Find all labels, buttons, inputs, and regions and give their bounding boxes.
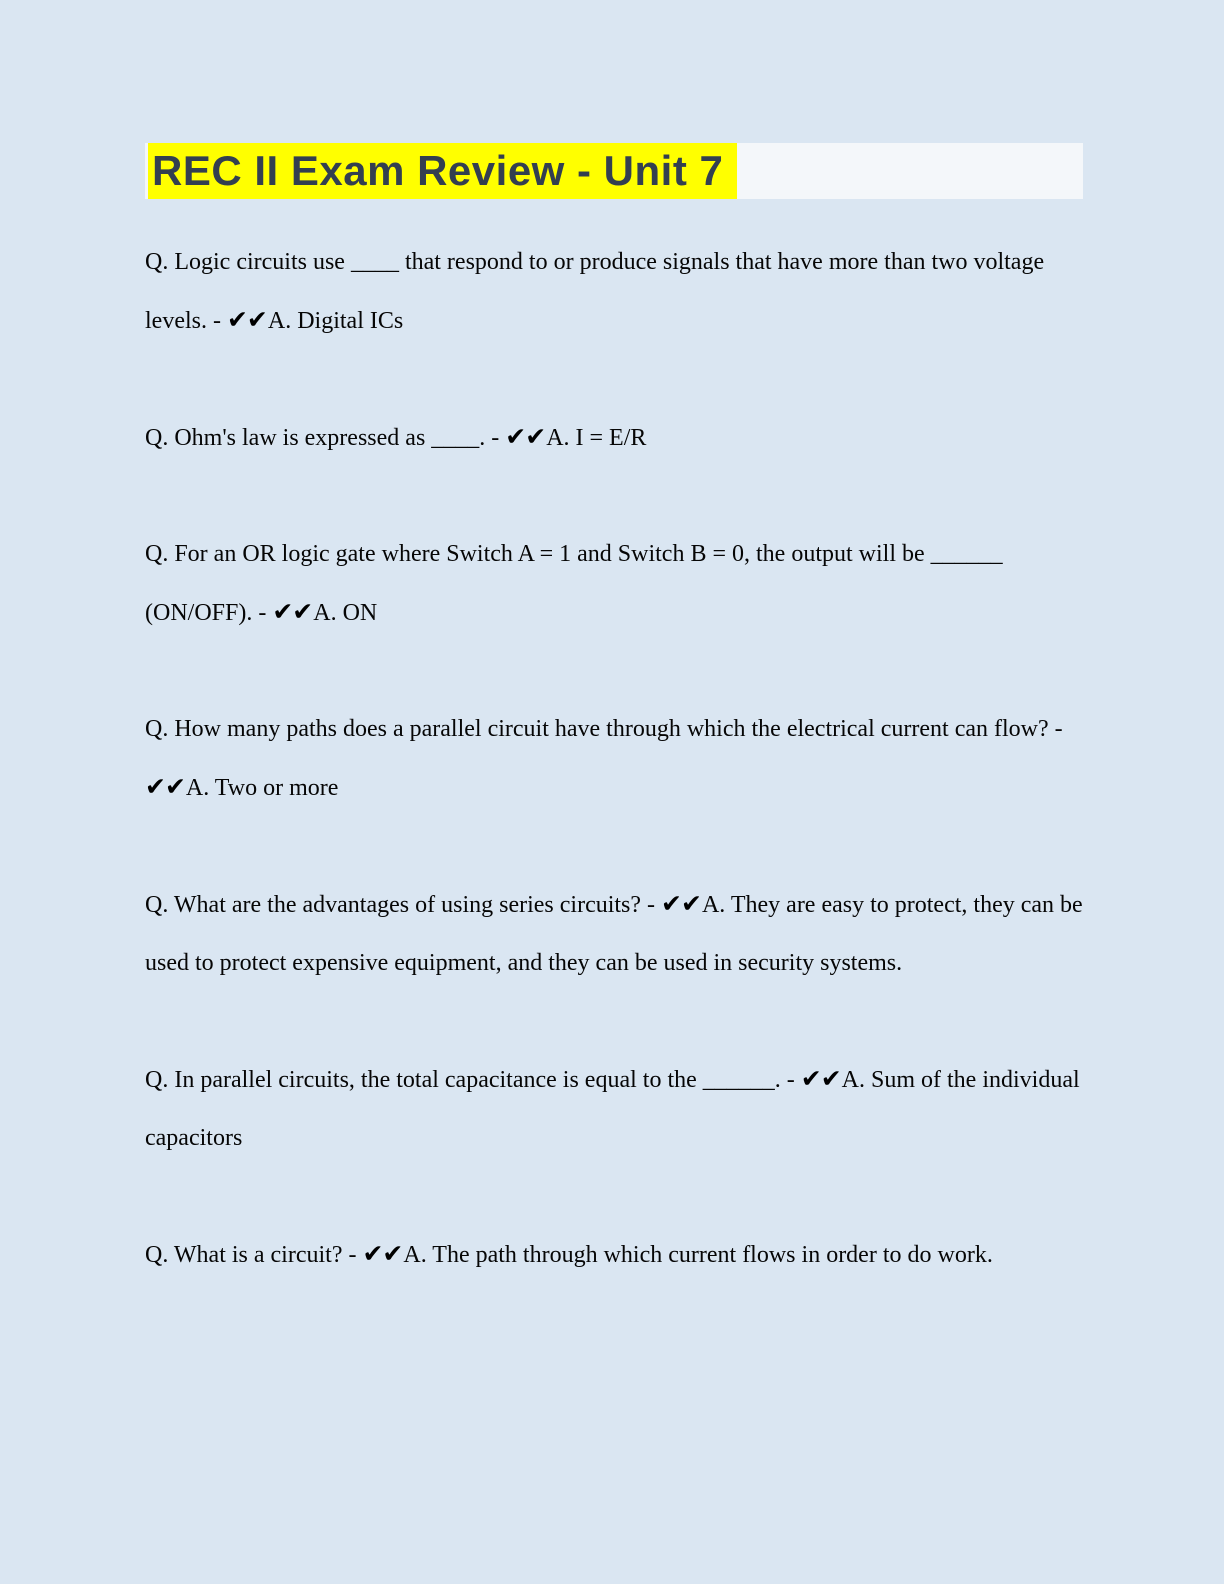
page-title: REC II Exam Review - Unit 7: [148, 143, 737, 199]
question-text: Q. Ohm's law is expressed as ____. -: [145, 425, 506, 451]
question-item: [145, 875, 1083, 992]
double-checkmark-icon: ✔✔: [661, 889, 701, 918]
question-text: Q. For an OR logic gate where Switch A = 1 and Switch B = 0, the output will be ______ (ON/OFF). -: [145, 541, 1003, 626]
double-checkmark-icon: ✔✔: [272, 597, 313, 626]
question-item: [145, 700, 1083, 817]
question-item: [145, 1225, 1083, 1284]
answer-text: A. ON: [313, 600, 378, 626]
question-text: Q. What are the advantages of using series circuits? -: [145, 892, 662, 918]
question-text: Q. In parallel circuits, the total capacitance is equal to the ______. -: [145, 1067, 801, 1093]
answer-text: A. They are easy to protect, they can be used to protect expensive equipment, and they can be used in security systems.: [145, 892, 1083, 976]
double-checkmark-icon: ✔✔: [226, 305, 267, 334]
title-band: [145, 143, 1083, 199]
answer-text: A. Two or more: [185, 775, 339, 801]
answer-text: A. Sum of the individual capacitors: [145, 1067, 1080, 1151]
double-checkmark-icon: ✔✔: [362, 1239, 403, 1268]
double-checkmark-icon: ✔✔: [145, 772, 185, 801]
double-checkmark-icon: ✔✔: [800, 1064, 841, 1093]
answer-text: A. The path through which current flows in order to do work.: [403, 1242, 993, 1268]
answer-text: A. I = E/R: [546, 425, 647, 451]
question-item: [145, 525, 1083, 642]
question-item: [145, 1050, 1083, 1167]
question-text: Q. Logic circuits use ____ that respond to or produce signals that have more than two voltage levels. -: [145, 249, 1045, 334]
question-text: Q. How many paths does a parallel circuit have through which the electrical current can flow? -: [145, 716, 1063, 742]
answer-text: A. Digital ICs: [267, 308, 404, 334]
qa-list: [145, 233, 1083, 1342]
question-item: [145, 233, 1083, 350]
double-checkmark-icon: ✔✔: [505, 422, 546, 451]
question-item: [145, 408, 1083, 467]
question-text: Q. What is a circuit? -: [145, 1242, 363, 1268]
